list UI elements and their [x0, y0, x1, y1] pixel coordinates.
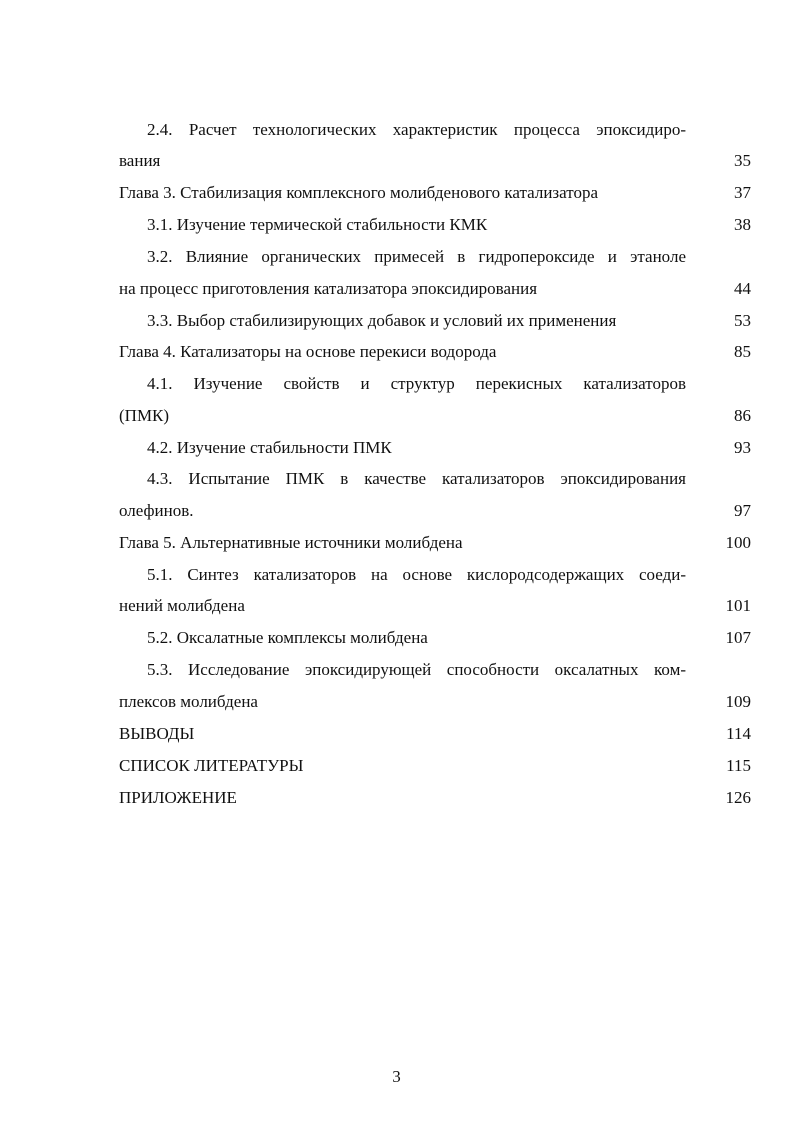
page-number: 3 [392, 1067, 401, 1086]
toc-entry-4-1-line1: 4.1. Изучение свойств и структур перекисных катализаторов [147, 374, 686, 393]
toc-page-chapter-5: 100 [725, 533, 751, 552]
toc-entry-5-3-line2: плексов молибдена [119, 692, 258, 711]
toc-page-5-1: 101 [725, 596, 751, 615]
toc-entry-5-1-line2: нений молибдена [119, 596, 245, 615]
toc-entry-2-4-line1: 2.4. Расчет технологических характеристик процесса эпоксидиро- [147, 120, 686, 139]
toc-page-4-1: 86 [734, 406, 751, 425]
toc-chapter-5: Глава 5. Альтернативные источники молибдена [119, 533, 463, 552]
toc-entry-4-3-line2: олефинов. [119, 501, 194, 520]
toc-entry-3-2-line1: 3.2. Влияние органических примесей в гидропероксиде и этаноле [147, 247, 686, 266]
toc-page-4-3: 97 [734, 501, 751, 520]
toc-references: СПИСОК ЛИТЕРАТУРЫ [119, 756, 304, 775]
toc-page-4-2: 93 [734, 438, 751, 457]
toc-chapter-3: Глава 3. Стабилизация комплексного молибденового катализатора [119, 183, 598, 202]
toc-page-chapter-4: 85 [734, 342, 751, 361]
toc-chapter-4: Глава 4. Катализаторы на основе перекиси водорода [119, 342, 497, 361]
toc-entry-5-2: 5.2. Оксалатные комплексы молибдена [147, 628, 428, 647]
toc-page-5-2: 107 [725, 628, 751, 647]
toc-entry-3-2-line2: на процесс приготовления катализатора эпоксидирования [119, 279, 538, 298]
toc-page-3-2: 44 [734, 279, 751, 298]
toc-page-3-1: 38 [734, 215, 751, 234]
toc-page-2-4: 35 [734, 151, 751, 170]
toc-page-chapter-3: 37 [734, 183, 751, 202]
toc-appendix: ПРИЛОЖЕНИЕ [119, 788, 237, 807]
toc-page-3-3: 53 [734, 311, 751, 330]
toc-entry-5-1-line1: 5.1. Синтез катализаторов на основе кислородсодержащих соеди- [147, 565, 686, 584]
toc-page-5-3: 109 [725, 692, 751, 711]
toc-entry-5-3-line1: 5.3. Исследование эпоксидирующей способности оксалатных ком- [147, 660, 686, 679]
toc-entry-3-3: 3.3. Выбор стабилизирующих добавок и условий их применения [147, 311, 617, 330]
toc-entry-4-3-line1: 4.3. Испытание ПМК в качестве катализаторов эпоксидирования [147, 469, 686, 488]
toc-page-appendix: 126 [725, 788, 751, 807]
toc-page-references: 115 [726, 756, 751, 775]
toc-entry-2-4-line2: вания [119, 151, 161, 170]
toc-entry-4-1-line2: (ПМК) [119, 406, 170, 425]
toc-entry-4-2: 4.2. Изучение стабильности ПМК [147, 438, 392, 457]
toc-page-conclusions: 114 [726, 724, 751, 743]
toc-conclusions: ВЫВОДЫ [119, 724, 195, 743]
toc-entry-3-1: 3.1. Изучение термической стабильности КМК [147, 215, 488, 234]
